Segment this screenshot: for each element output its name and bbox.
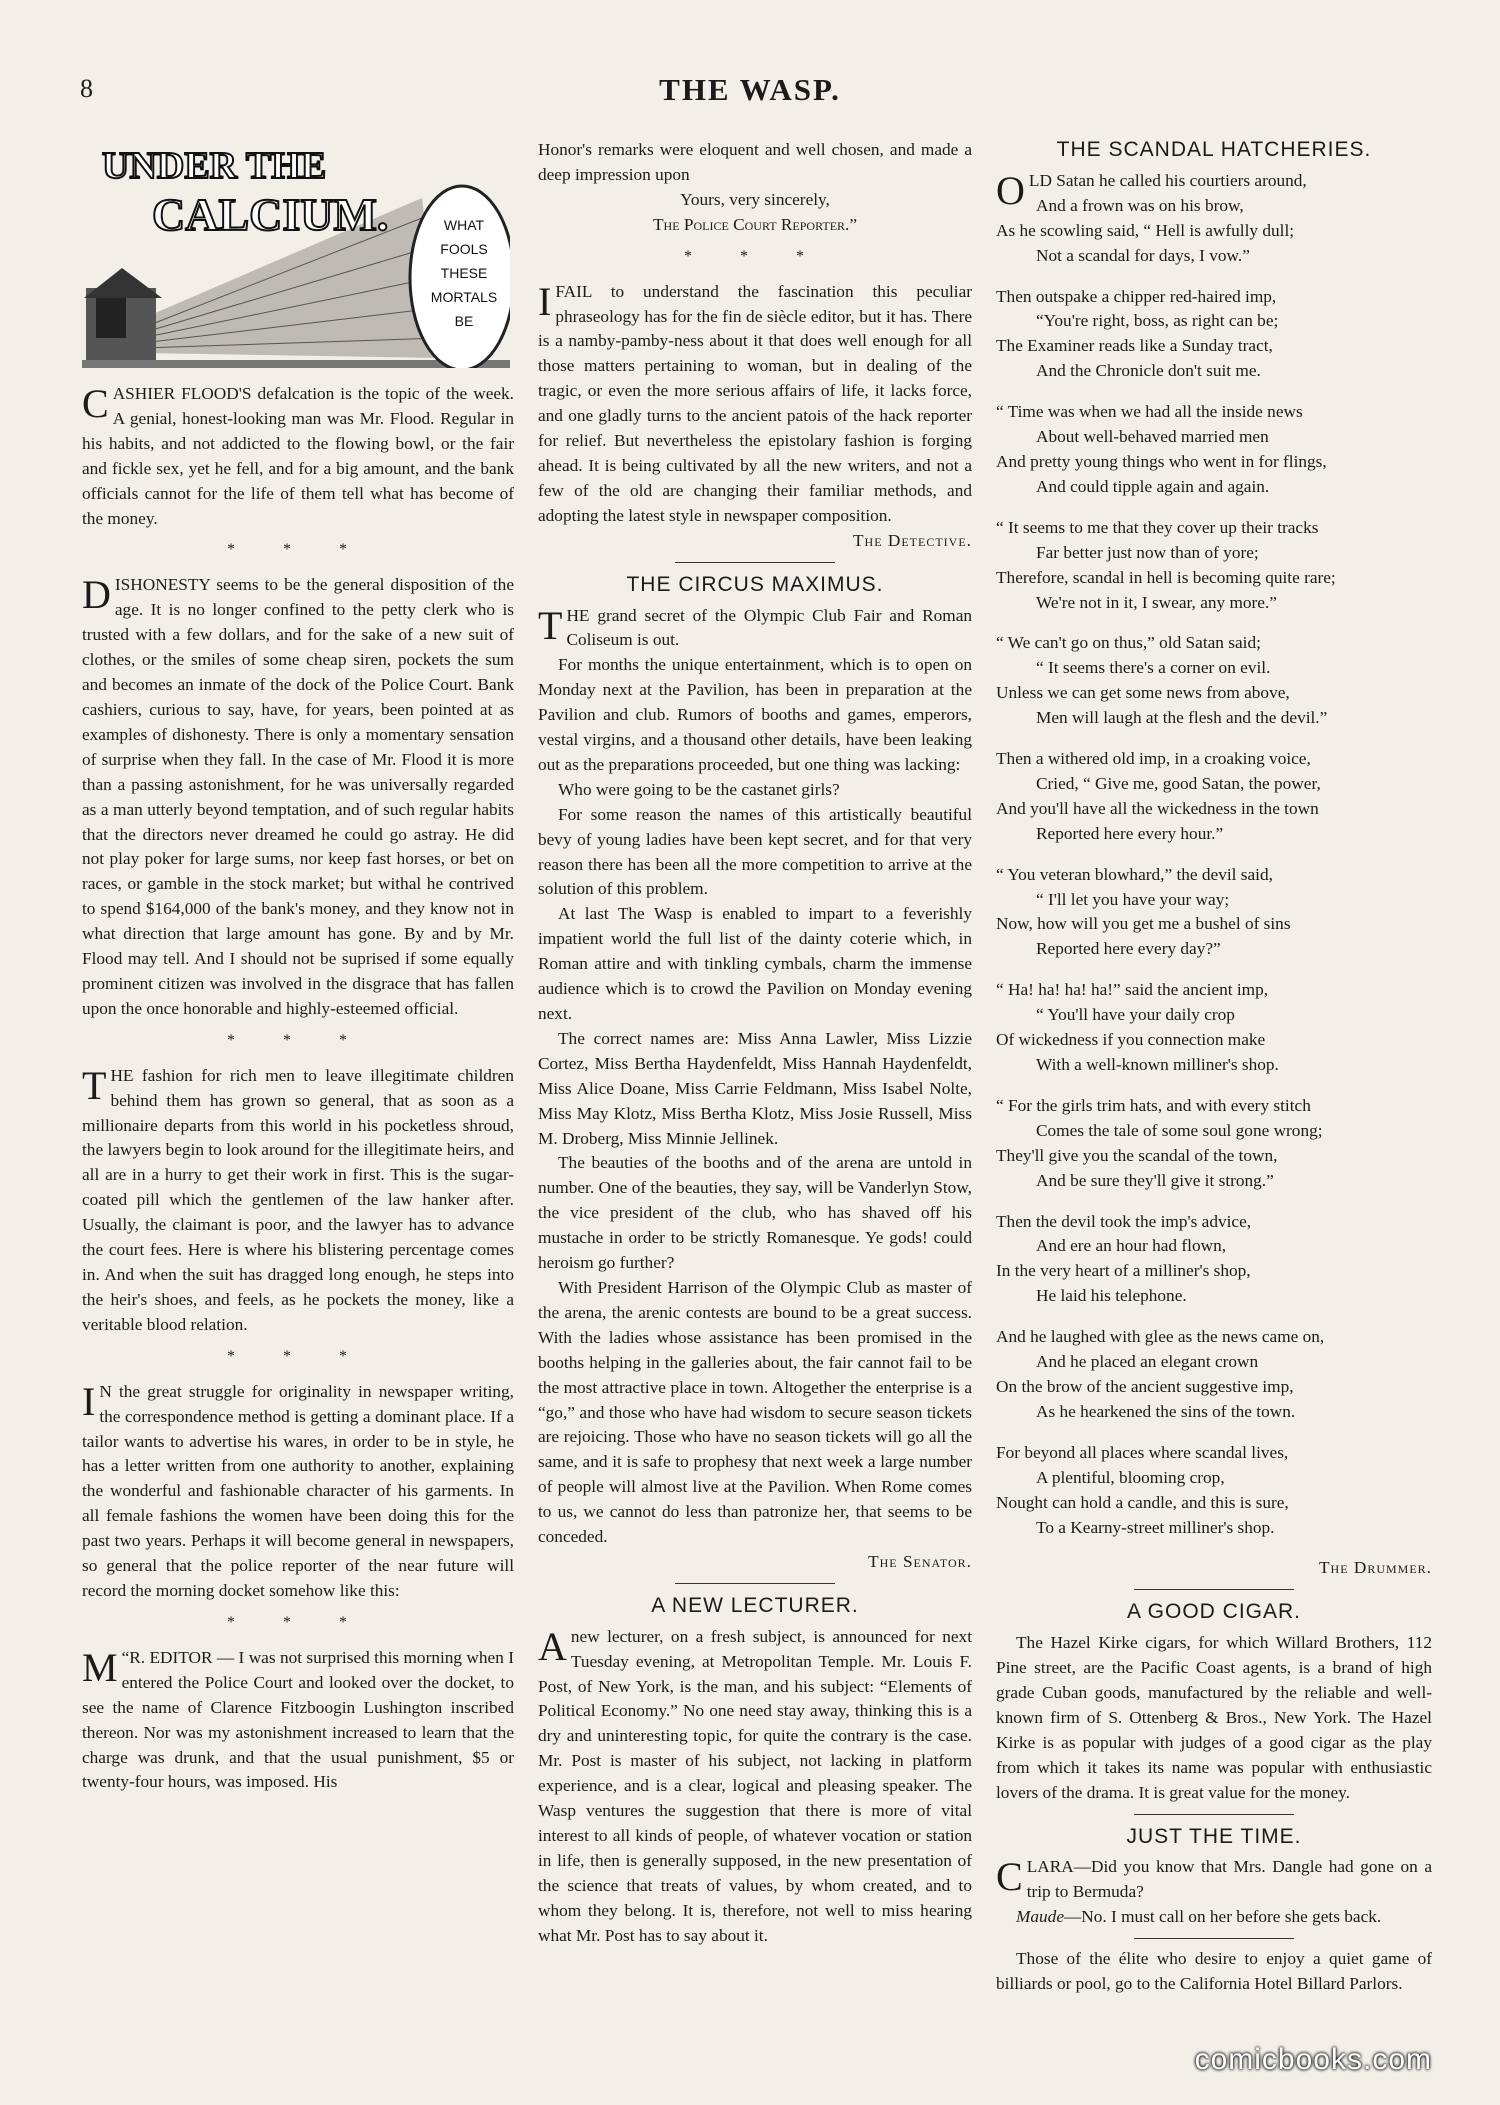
circus-paragraph: For months the unique entertainment, which is to open on Monday next at the Pavilion, has been in preparation at the Pavilion and club. Rumors of booths and games, emperors, vestal virgins, and a thousand other details, have been leaking out as the preparations proceeded, but one thing was lacking: [538,655,972,774]
poem-line: As he hearkened the sins of the town. [1036,1401,1296,1421]
drop-cap: M [82,1644,118,1690]
poem-line: “ Ha! ha! ha! ha!” said the ancient imp, [996,980,1269,1000]
divider [1134,1814,1294,1815]
poem-line: And a frown was on his brow, [1036,195,1244,215]
poem-line: Reported here every day?” [1036,939,1221,959]
poem-line: And he placed an elegant crown [1036,1352,1259,1372]
poem-line: Then a withered old imp, in a croaking voice, [996,749,1311,769]
poem-line: About well-behaved married men [1036,427,1269,447]
poem-line: Far better just now than of yore; [1036,542,1259,562]
section-stars: * * * [684,247,826,265]
poem-line: And be sure they'll give it strong.” [1036,1170,1274,1190]
poem-line: We're not in it, I swear, any more.” [1036,592,1277,612]
cut-sign-4: MORTALS [430,289,498,305]
divider [675,1583,835,1584]
poem-line: In the very heart of a milliner's shop, [996,1261,1251,1281]
poem-stanza [996,169,1432,269]
fashion-paragraph [82,1064,514,1338]
section-stars: * * * [227,1031,369,1049]
cut-title-2: CALCIUM. [152,189,389,240]
paragraph-text: —No. I must call on her before she gets back. [1064,1907,1382,1927]
heading-circus-maximus: THE CIRCUS MAXIMUS. [626,572,884,596]
poem-line: He laid his telephone. [1036,1286,1187,1306]
drop-cap: I [538,278,552,324]
scandal-poem [996,169,1432,1541]
drop-cap: C [996,1854,1023,1900]
cut-sign-2: FOOLS [440,241,488,257]
paragraph-text: new lecturer, on a fresh subject, is announced for next Tuesday evening, at Metropolitan Temple. Mr. Louis F. Post, of New York, is the man, and his subject: “Elements of Political Economy.” No one need stay away, thinking this is a dry and uninteresting topic, for quite the contrary is the case. Mr. Post is master of his subject, not lacking in platform experience, and is a clear, logical and pleasing speaker. The Wasp ventures the suggestion that there is more of vital interest to all kinds of people, of whatever vocation or station in life, then is generally supposed, in the new presentation of the science that treats of values, by whom created, and to whom they belong. It is, therefore, not well to miss hearing what Mr. Post has to say about it. [538,1626,972,1945]
circus-paragraph: The beauties of the booths and of the arena are untold in number. One of the beauties, they say, will be Vanderlyn Stow, the vice president of the club, who has shaved off his mustache in order to be strictly Romanesque. Ye gods! could heroism go further? [538,1153,972,1273]
section-stars: * * * [227,1613,369,1631]
poem-stanza [996,400,1432,500]
letter-continued: Honor's remarks were eloquent and well chosen, and made a deep impression upon [538,140,972,184]
editor-letter-paragraph [82,1646,514,1795]
poem-line: “ You veteran blowhard,” the devil said, [996,864,1273,884]
poem-line: “ Time was when we had all the inside news [996,402,1303,422]
poem-line: Men will laugh at the flesh and the devil.” [1036,708,1328,728]
poem-line: Nought can hold a candle, and this is sure, [996,1492,1289,1512]
poem-stanza [996,1094,1432,1194]
poem-line: “ It seems there's a corner on evil. [1036,658,1271,678]
circus-names-paragraph: The correct names are: Miss Anna Lawler, Miss Lizzie Cortez, Miss Bertha Haydenfeldt, Miss Hannah Haydenfeldt, Miss Alice Doane, Miss Carrie Feldmann, Miss Isabel Nolte, Miss May Klotz, Miss Bertha Klotz, Miss Josie Russell, Miss M. Droberg, Miss Minnie Jellinek. [538,1028,972,1148]
poem-line: Then outspake a chipper red-haired imp, [996,286,1277,306]
drop-cap: A [538,1623,567,1669]
drop-cap: D [82,572,111,618]
poem-line: They'll give you the scandal of the town, [996,1145,1278,1165]
divider [1134,1589,1294,1590]
circus-paragraph: With President Harrison of the Olympic Club as master of the arena, the arenic contests are bound to be a great success. With the ladies whose assistance has been promised in the booths helping in the galleries about, the fair cannot fail to be the most attractive place in town. Altogether the enterprise is a “go,” and those who have had wisdom to secure season tickets are rejoicing. Those who have no season tickets will go all the same, and it is safe to prophesy that next week a large number of people will almost live at the Pavilion. When Rome comes to us, we cannot do less than patronize her, that seems to be conceded. [538,1277,972,1547]
poem-line: On the brow of the ancient suggestive imp, [996,1376,1294,1396]
paragraph-text: ISHONESTY seems to be the general disposition of the age. It is no longer confined to the petty clerk who is trusted with a few dollars, and for the sake of a new suit of clothes, or the smiles of some cheap siren, pockets the sum and becomes an inmate of the dock of the Police Court. Bank cashiers, curious to say, have, for years, been pointed at as examples of dishonesty. There is only a momentary sensation of surprise when they fall. In the case of Mr. Flood it is more than a passing astonishment, for he was universally regarded as a man utterly beyond temptation, and of such regular habits that the directors never dreamed he could go astray. He did not play poker for large sums, nor keep fast horses, or bet on races, or gamble in the stock market; but withal he contrived to spend $164,000 of the bank's money, and they know not in what direction that large amount has gone. By and by Mr. Flood may tell. And I should not be suprised if some equally prominent citizen was involved in the disgrace that has fallen upon the once honorable and highly-esteemed official. [82,575,514,1018]
poem-line: And he laughed with glee as the news came on, [996,1327,1325,1347]
byline-detective: The Detective. [853,530,972,550]
letter-signature: The Police Court Reporter.” [652,214,858,234]
byline-drummer: The Drummer. [1318,1558,1432,1578]
poem-line: And the Chronicle don't suit me. [1036,361,1261,381]
maude-line [996,1905,1432,1930]
column-3 [996,138,1432,1997]
poem-stanza [996,978,1432,1078]
calcium-cut-svg [82,138,510,368]
paragraph-text: FAIL to understand the fascination this peculiar phraseology has for the fin de siècle editor, but it has. There is a namby-pamby-ness about it that does well enough for all those matters pertaining to woman, but in dealing of the tragic, or even the more serious affairs of life, it lacks force, and one gladly turns to the ancient patois of the hack reporter for relief. But nevertheless the epistolary fashion is forging ahead. It is being cultivated by all the new writers, and not a few of the old are changing their familiar methods, and adopting the latest style in newspaper composition. [538,281,972,525]
column-1 [82,138,514,1795]
watermark: comicbooks.com [1194,2043,1432,2076]
circus-paragraph: For some reason the names of this artistically beautiful bevy of young ladies have been kept secret, and for that very reason there has been all the more competition to arrive at the solution of this problem. [538,804,972,899]
poem-line: “ I'll let you have your way; [1036,889,1230,909]
poem-line: To a Kearny-street milliner's shop. [1036,1517,1275,1537]
poem-line: Then the devil took the imp's advice, [996,1211,1252,1231]
paragraph-text: R. EDITOR — I was not surprised this morning when I entered the Police Court and looked over the docket, to see the name of Clarence Fitzboogin Lushington inscribed thereon. Nor was my astonishment increased to learn that the charge was drunk, and that the usual punishment, $5 or twenty-four hours, was imposed. His [82,1647,514,1792]
heading-good-cigar: A GOOD CIGAR. [1126,1600,1302,1624]
flood-paragraph [82,382,514,531]
poem-line: Of wickedness if you connection make [996,1030,1266,1050]
cut-title-1: UNDER THE [102,145,327,187]
drop-cap: T [82,1062,107,1108]
poem-stanza [996,1210,1432,1310]
poem-line: A plentiful, blooming crop, [1036,1467,1225,1487]
section-stars: * * * [227,1347,369,1365]
poem-stanza [996,631,1432,731]
heading-just-the-time: JUST THE TIME. [1126,1824,1302,1848]
poem-line: And ere an hour had flown, [1036,1236,1227,1256]
cut-sign-3: THESE [440,265,488,281]
poem-line: Therefore, scandal in hell is becoming quite rare; [996,567,1336,587]
drop-cap: O [996,167,1025,213]
poem-line: And pretty young things who went in for flings, [996,451,1327,471]
poem-line: Comes the tale of some soul gone wrong; [1036,1120,1323,1140]
poem-stanza [996,747,1432,847]
byline-senator: The Senator. [868,1551,972,1571]
divider [675,562,835,563]
cut-sign-5: BE [454,313,474,329]
paragraph-text: ASHIER FLOOD'S defalcation is the topic of the week. A genial, honest-looking man was Mr. Flood. Regular in his habits, and not addicted to the flowing bowl, or the fair and fickle sex, yet he fell, and for a big amount, and the bank officials cannot for the life of them tell what has become of the money. [82,384,514,528]
poem-line: For beyond all places where scandal lives, [996,1442,1289,1462]
poem-line: And you'll have all the wickedness in the town [996,798,1319,818]
poem-line: Cried, “ Give me, good Satan, the power, [1036,773,1321,793]
cigar-paragraph: The Hazel Kirke cigars, for which Willard Brothers, 112 Pine street, are the Pacific Coast agents, is a brand of high grade Cuban goods, manufactured by the reliable and well-known firm of S. Ottenberg & Bros., New York. The Hazel Kirke is as popular with judges of a good cigar as the play from which it takes its name was popular with enthusiastic lovers of the drama. It is great value for the money. [996,1633,1432,1802]
page-number: 8 [80,74,93,103]
originality-paragraph [82,1380,514,1604]
circus-paragraph: At last The Wasp is enabled to impart to a feverishly impatient world the full list of the dainty coterie which, in Roman attire and with tinkling cymbals, charm the immense audience which is to crowd the Pavilion on Monday evening next. [538,904,972,1023]
poem-stanza [996,1325,1432,1425]
poem-line: Now, how will you get me a bushel of sins [996,914,1291,934]
poem-line: Not a scandal for days, I vow.” [1036,245,1250,265]
open-quote: “ [121,1647,130,1667]
paragraph-text: LARA—Did you know that Mrs. Dangle had gone on a trip to Bermuda? [1026,1857,1432,1902]
speaker-name: Maude [1016,1907,1064,1927]
fascination-paragraph [538,280,972,529]
paragraph-text: HE fashion for rich men to leave illegitimate children behind them has grown so general, that as soon as a millionaire departs from this world in his pocketless shroud, the lawyers begin to look around for the illegitimate heirs, and all are in a hurry to get their work in first. This is the sugar-coated pill which the gentlemen of the law hanker after. Usually, the claimant is poor, and the lawyer has to advance the court fees. Here is where his blistering percentage comes in. And when the suit has dragged long enough, he steps into the heir's shoes, and feels, as he pockets the money, like a veritable blood relation. [82,1065,514,1334]
heading-scandal-hatcheries: THE SCANDAL HATCHERIES. [1056,138,1372,161]
masthead: THE WASP. [659,72,841,107]
poem-stanza [996,1441,1432,1541]
poem-line: “ For the girls trim hats, and with every stitch [996,1095,1311,1115]
drop-cap: C [82,381,109,426]
poem-stanza [996,863,1432,963]
poem-line: With a well-known milliner's shop. [1036,1055,1279,1074]
cut-sign-1: WHAT [443,217,485,233]
paragraph-text: HE grand secret of the Olympic Club Fair and Roman Coliseum is out. [566,605,972,650]
poem-line: And could tipple again and again. [1036,476,1270,496]
heading-new-lecturer: A NEW LECTURER. [651,1593,859,1617]
drop-cap: I [82,1378,96,1424]
poem-stanza [996,516,1432,616]
poem-line: Reported here every hour.” [1036,823,1224,843]
poem-line: “ It seems to me that they cover up their tracks [996,517,1319,537]
calcium-illustration [82,138,510,368]
letter-closing: Yours, very sincerely, [680,189,830,209]
drop-cap: T [538,602,563,648]
poem-line: “You're right, boss, as right can be; [1036,311,1279,331]
paragraph-text: N the great struggle for originality in newspaper writing, the correspondence method is getting a dominant place. If a tailor wants to advertise his wares, in order to be in style, he has a letter written from one authority to another, explaining the wonderful and fashionable character of his garments. In all female fashions the women have been doing this for the past two years. Perhaps it will become general in newspapers, so general that the police reporter of the near future will record the morning docket somehow like this: [82,1381,514,1600]
circus-paragraph: Who were going to be the castanet girls? [558,779,840,799]
divider [1134,1938,1294,1939]
poem-stanza [996,285,1432,385]
poem-line: The Examiner reads like a Sunday tract, [996,336,1273,356]
poem-line: Unless we can get some news from above, [996,683,1290,703]
poem-line-text: LD Satan he called his courtiers around, [1028,170,1307,190]
circus-intro [538,604,972,654]
clara-line [996,1855,1432,1905]
dishonesty-paragraph [82,573,514,1021]
poem-line: “ You'll have your daily crop [1036,1005,1235,1025]
column-2 [538,138,972,1949]
section-stars: * * * [227,541,369,559]
poem-line: As he scowling said, “ Hell is awfully dull; [996,220,1295,240]
lecturer-paragraph [538,1625,972,1949]
poem-line: “ We can't go on thus,” old Satan said; [996,633,1261,653]
billiards-paragraph: Those of the élite who desire to enjoy a quiet game of billiards or pool, go to the California Hotel Billard Parlors. [996,1949,1432,1994]
